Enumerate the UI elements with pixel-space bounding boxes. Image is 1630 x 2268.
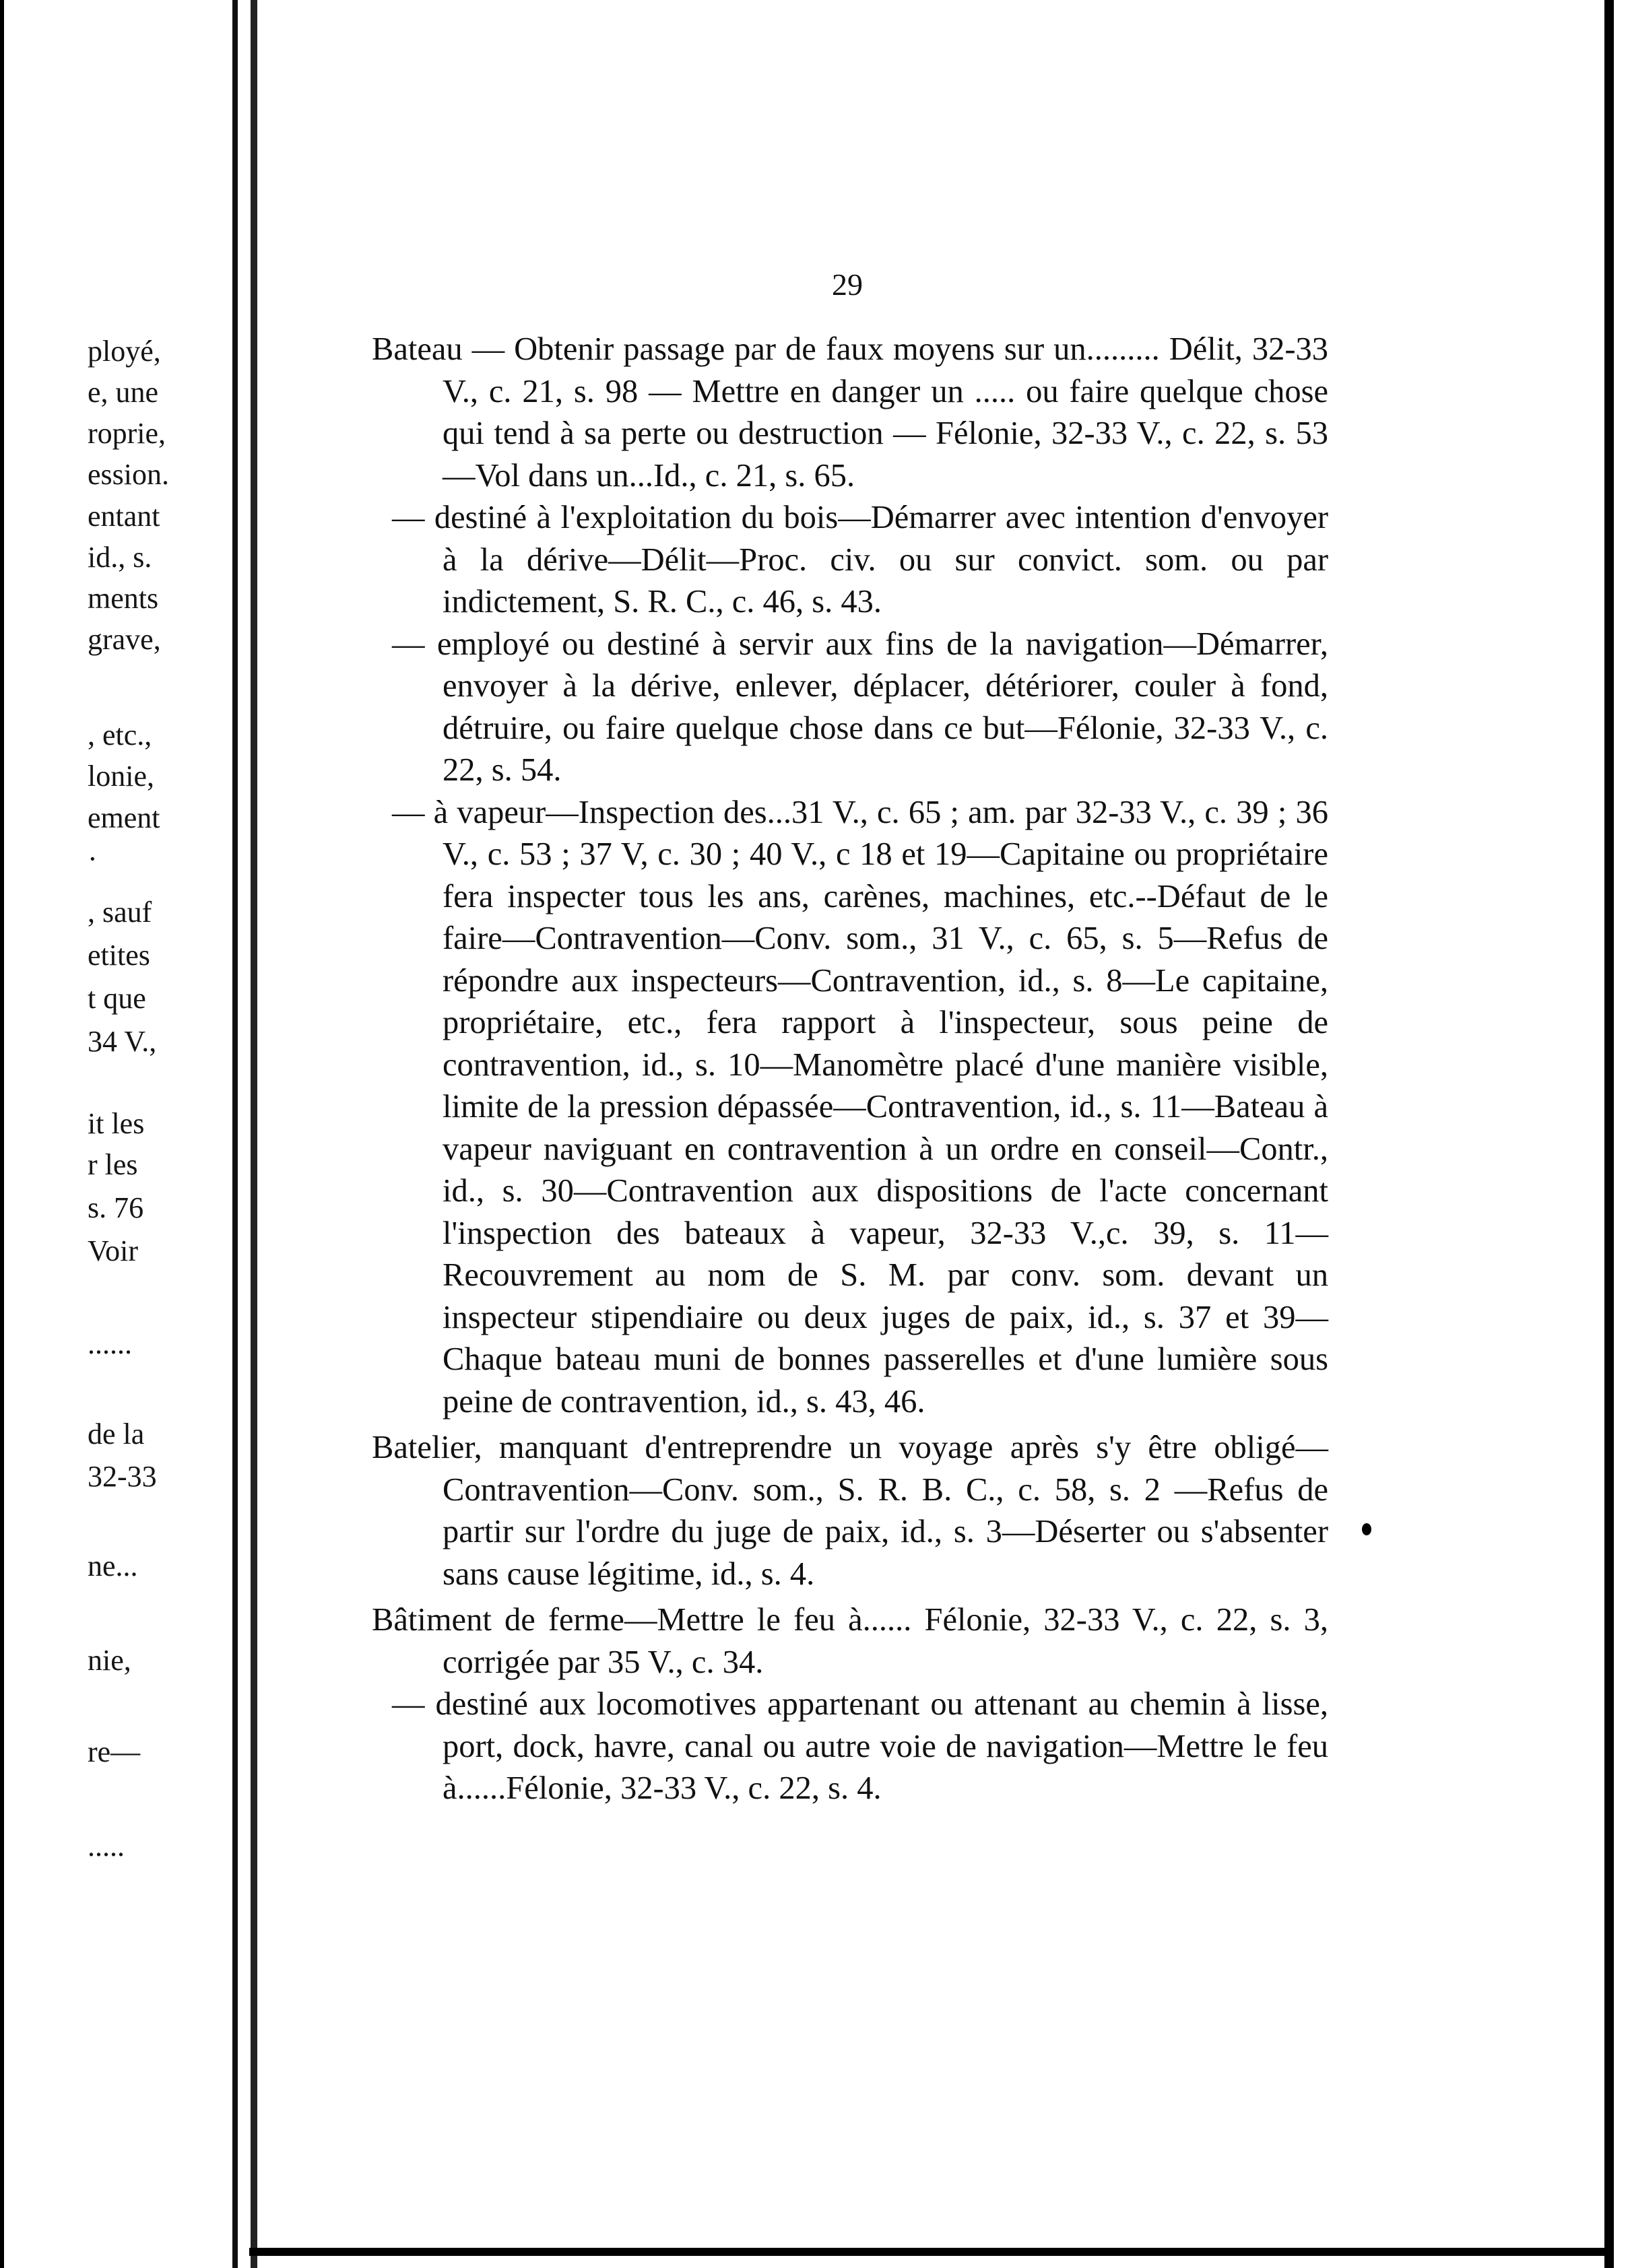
left-fragment: , etc., [88, 719, 152, 752]
left-fragment: etites [88, 939, 150, 972]
left-fragment: entant [88, 500, 160, 533]
bottom-scan-border [249, 2248, 1614, 2256]
index-subentry-navigation: — employé ou destiné à servir aux fins de la navigation—Démarrer, envoyer à la dérive, enlever, déplacer, détériorer, couler à fond, détruire, ou faire quelque chose dans ce but—Félonie, 32-33 V., c. 22, s. 54. [392, 626, 1328, 788]
left-fragment: e, une [88, 376, 159, 409]
left-fragment: ..... [88, 1830, 125, 1863]
left-fragment: Voir [88, 1234, 138, 1267]
page-edge-rule [251, 0, 257, 2268]
left-fragment: r les [88, 1148, 138, 1181]
index-entries [372, 329, 1328, 1810]
ink-speck [1362, 1523, 1371, 1535]
left-fragment: · [88, 842, 98, 875]
index-entry-batelier: Batelier, manquant d'entreprendre un voyage après s'y être obligé—Contravention—Conv. som., S. R. B. C., c. 58, s. 2 —Refus de partir sur l'ordre du juge de paix, id., s. 3—Déserter ou s'absenter sans cause légitime, id., s. 4. [372, 1430, 1328, 1592]
left-fragment: roprie, [88, 417, 166, 450]
left-fragment: grave, [88, 623, 161, 656]
left-fragment: id., s. [88, 541, 152, 574]
left-scan-edge [0, 0, 4, 2268]
left-fragment: , sauf [88, 896, 152, 929]
index-subentry-a-vapeur: — à vapeur—Inspection des...31 V., c. 65 ; am. par 32-33 V., c. 39 ; 36 V., c. 53 ; 37 V, c. 30 ; 40 V., c 18 et 19—Capitaine ou propriétaire fera inspecter tous les ans, carènes, machines, etc.--Défaut de le faire—Contravention—Conv. som., 31 V., c. 65, s. 5—Refus de répondre aux inspecteurs—Contravention, id., s. 8—Le capitaine, propriétaire, etc., fera rapport à l'inspecteur, sous peine de contravention, id., s. 10—Manomètre placé d'une manière visible, limite de la pression dépassée—Contravention, id., s. 11—Bateau à vapeur naviguant en contravention à un ordre en conseil—Contr., id., s. 30—Contravention aux dispositions de l'acte concernant l'inspection des bateaux à vapeur, 32-33 V.,c. 39, s. 11—Recouvrement au nom de S. M. par conv. som. devant un inspecteur stipendiaire ou deux juges de paix, id., s. 37 et 39—Chaque bateau muni de bonnes passerelles et d'une lumière sous peine de contravention, id., s. 43, 46. [392, 794, 1328, 1420]
left-fragment: ployé, [88, 335, 161, 368]
left-fragment: s. 76 [88, 1191, 144, 1224]
index-subentry-bois: — destiné à l'exploitation du bois—Démarrer avec intention d'envoyer à la dérive—Délit—Proc. civ. ou sur convict. som. ou par indictement, S. R. C., c. 46, s. 43. [392, 500, 1328, 620]
facing-page-fragment [0, 0, 236, 2268]
left-fragment: it les [88, 1107, 145, 1140]
left-fragment: lonie, [88, 760, 154, 793]
left-fragment: 34 V., [88, 1025, 157, 1058]
index-entry-bateau: Bateau — Obtenir passage par de faux moyens sur un......... Délit, 32-33 V., c. 21, s. 98 — Mettre en danger un ..... ou faire quelque chose qui tend à sa perte ou destruction — Félonie, 32-33 V., c. 22, s. 53—Vol dans un...Id., c. 21, s. 65. [372, 331, 1328, 494]
left-fragment: re— [88, 1735, 141, 1768]
left-fragment: 32-33 [88, 1460, 157, 1493]
left-fragment: t que [88, 982, 146, 1015]
index-entry-batiment-de-ferme: Bâtiment de ferme—Mettre le feu à...... Félonie, 32-33 V., c. 22, s. 3, corrigée par 35 V., c. 34. [372, 1602, 1328, 1680]
left-fragment: ement [88, 801, 160, 834]
left-fragment: de la [88, 1418, 145, 1450]
left-fragment: ession. [88, 458, 169, 491]
left-fragment: ments [88, 582, 159, 615]
page-number: 29 [832, 267, 863, 302]
right-scan-border [1604, 0, 1614, 2268]
left-fragment: ne... [88, 1549, 138, 1582]
index-subentry-locomotives: — destiné aux locomotives appartenant ou attenant au chemin à lisse, port, dock, havre, canal ou autre voie de navigation—Mettre le feu à......Félonie, 32-33 V., c. 22, s. 4. [392, 1686, 1328, 1806]
left-fragment: ...... [88, 1327, 132, 1360]
spine-shadow [232, 0, 238, 2268]
left-fragment: nie, [88, 1644, 131, 1677]
